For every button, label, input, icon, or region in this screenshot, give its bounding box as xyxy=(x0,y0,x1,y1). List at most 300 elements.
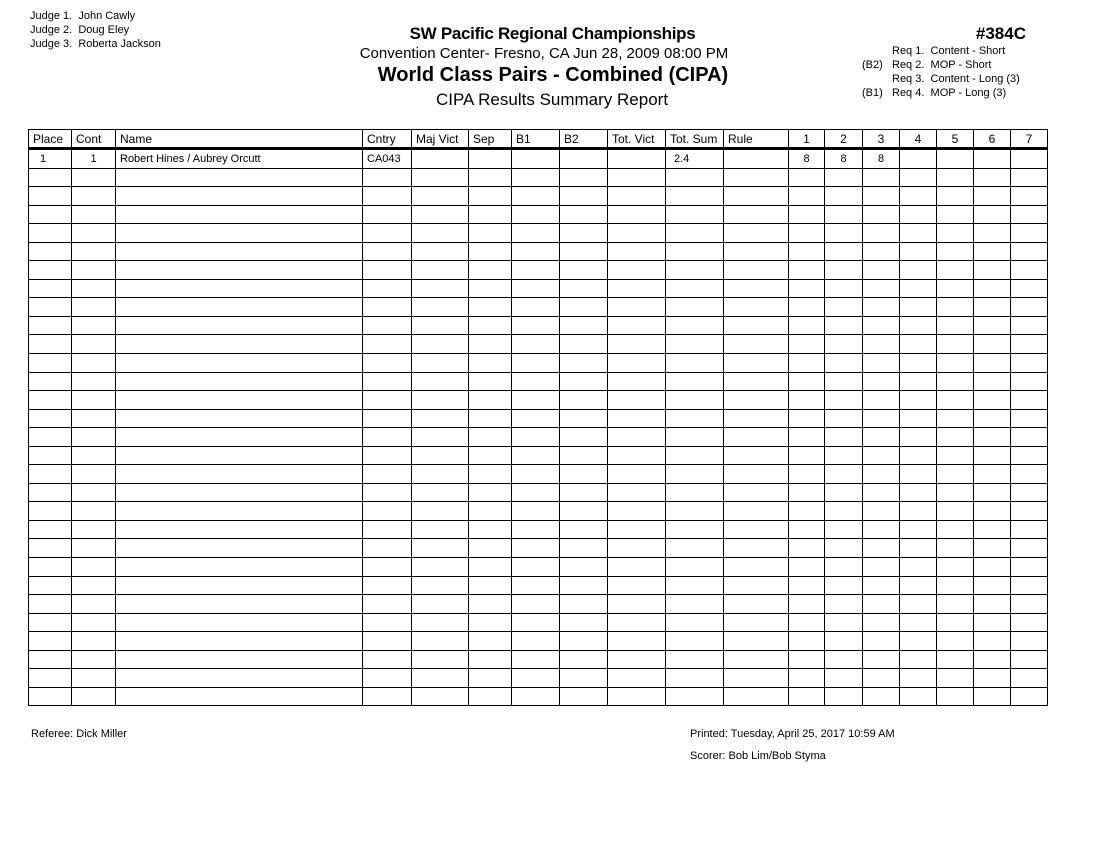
table-row-empty xyxy=(29,520,1048,539)
empty-cell xyxy=(72,372,116,391)
empty-cell xyxy=(974,502,1011,521)
empty-cell xyxy=(29,298,72,317)
empty-cell xyxy=(608,446,666,465)
empty-cell xyxy=(1011,316,1048,335)
empty-cell xyxy=(789,242,825,261)
empty-cell xyxy=(724,446,789,465)
table-row-empty xyxy=(29,187,1048,206)
empty-cell xyxy=(974,483,1011,502)
empty-cell xyxy=(789,372,825,391)
empty-cell xyxy=(863,465,900,484)
empty-cell xyxy=(116,650,363,669)
col-header-judge-1: 1 xyxy=(789,130,825,149)
table-row-empty xyxy=(29,242,1048,261)
cell-rule xyxy=(724,149,789,169)
empty-cell xyxy=(825,520,863,539)
col-header-judge-3: 3 xyxy=(863,130,900,149)
col-header-maj-vict: Maj Vict xyxy=(412,130,469,149)
empty-cell xyxy=(512,428,560,447)
empty-cell xyxy=(937,669,974,688)
judge-1: Judge 1. John Cawly xyxy=(30,10,136,22)
col-header-judge-2: 2 xyxy=(825,130,863,149)
empty-cell xyxy=(29,316,72,335)
empty-cell xyxy=(363,205,412,224)
empty-cell xyxy=(560,242,608,261)
empty-cell xyxy=(560,502,608,521)
empty-cell xyxy=(412,168,469,187)
empty-cell xyxy=(974,613,1011,632)
empty-cell xyxy=(469,205,512,224)
empty-cell xyxy=(116,372,363,391)
empty-cell xyxy=(937,261,974,280)
empty-cell xyxy=(512,242,560,261)
empty-cell xyxy=(72,261,116,280)
empty-cell xyxy=(363,539,412,558)
empty-cell xyxy=(116,632,363,651)
empty-cell xyxy=(863,558,900,577)
empty-cell xyxy=(560,539,608,558)
empty-cell xyxy=(608,483,666,502)
empty-cell xyxy=(412,279,469,298)
empty-cell xyxy=(666,613,724,632)
empty-cell xyxy=(666,576,724,595)
empty-cell xyxy=(666,242,724,261)
empty-cell xyxy=(825,391,863,410)
col-header-b1: B1 xyxy=(512,130,560,149)
empty-cell xyxy=(469,298,512,317)
requirement-3: Req 3. Content - Long (3) xyxy=(892,73,1020,85)
empty-cell xyxy=(363,409,412,428)
table-row-empty xyxy=(29,279,1048,298)
empty-cell xyxy=(363,168,412,187)
empty-cell xyxy=(825,168,863,187)
empty-cell xyxy=(974,298,1011,317)
empty-cell xyxy=(560,335,608,354)
empty-cell xyxy=(974,335,1011,354)
empty-cell xyxy=(608,205,666,224)
empty-cell xyxy=(1011,261,1048,280)
empty-cell xyxy=(560,483,608,502)
empty-cell xyxy=(789,613,825,632)
empty-cell xyxy=(825,539,863,558)
empty-cell xyxy=(412,224,469,243)
empty-cell xyxy=(363,354,412,373)
empty-cell xyxy=(29,465,72,484)
empty-cell xyxy=(789,335,825,354)
empty-cell xyxy=(666,354,724,373)
cell-cntry: CA043 xyxy=(363,149,412,169)
col-header-judge-6: 6 xyxy=(974,130,1011,149)
empty-cell xyxy=(469,168,512,187)
empty-cell xyxy=(974,428,1011,447)
empty-cell xyxy=(560,650,608,669)
empty-cell xyxy=(666,372,724,391)
empty-cell xyxy=(666,187,724,206)
col-header-sep: Sep xyxy=(469,130,512,149)
empty-cell xyxy=(825,409,863,428)
event-name: World Class Pairs - Combined (CIPA) xyxy=(377,64,729,86)
table-row-empty xyxy=(29,595,1048,614)
empty-cell xyxy=(469,242,512,261)
empty-cell xyxy=(1011,669,1048,688)
empty-cell xyxy=(512,520,560,539)
empty-cell xyxy=(72,279,116,298)
empty-cell xyxy=(666,502,724,521)
empty-cell xyxy=(363,520,412,539)
empty-cell xyxy=(29,483,72,502)
empty-cell xyxy=(937,298,974,317)
empty-cell xyxy=(560,576,608,595)
empty-cell xyxy=(724,354,789,373)
empty-cell xyxy=(789,205,825,224)
empty-cell xyxy=(512,187,560,206)
empty-cell xyxy=(666,650,724,669)
empty-cell xyxy=(608,669,666,688)
empty-cell xyxy=(666,261,724,280)
empty-cell xyxy=(789,687,825,706)
empty-cell xyxy=(974,558,1011,577)
empty-cell xyxy=(666,539,724,558)
empty-cell xyxy=(469,316,512,335)
empty-cell xyxy=(825,446,863,465)
col-header-rule: Rule xyxy=(724,130,789,149)
empty-cell xyxy=(608,316,666,335)
empty-cell xyxy=(974,224,1011,243)
col-header-place: Place xyxy=(29,130,72,149)
empty-cell xyxy=(825,502,863,521)
empty-cell xyxy=(789,558,825,577)
empty-cell xyxy=(863,428,900,447)
empty-cell xyxy=(863,669,900,688)
table-row-empty xyxy=(29,446,1048,465)
empty-cell xyxy=(666,205,724,224)
table-row-empty xyxy=(29,335,1048,354)
empty-cell xyxy=(789,316,825,335)
empty-cell xyxy=(825,316,863,335)
report-title: CIPA Results Summary Report xyxy=(435,90,669,109)
empty-cell xyxy=(116,205,363,224)
empty-cell xyxy=(825,632,863,651)
empty-cell xyxy=(560,372,608,391)
empty-cell xyxy=(363,335,412,354)
empty-cell xyxy=(1011,465,1048,484)
empty-cell xyxy=(863,502,900,521)
empty-cell xyxy=(512,279,560,298)
empty-cell xyxy=(900,576,937,595)
empty-cell xyxy=(789,632,825,651)
table-row xyxy=(29,149,1048,169)
empty-cell xyxy=(469,372,512,391)
empty-cell xyxy=(666,465,724,484)
empty-cell xyxy=(469,669,512,688)
empty-cell xyxy=(72,595,116,614)
empty-cell xyxy=(863,372,900,391)
empty-cell xyxy=(29,279,72,298)
empty-cell xyxy=(412,372,469,391)
empty-cell xyxy=(412,632,469,651)
empty-cell xyxy=(863,595,900,614)
empty-cell xyxy=(412,520,469,539)
referee: Referee: Dick Miller xyxy=(31,728,127,740)
cell-place: 1 xyxy=(29,149,72,169)
empty-cell xyxy=(512,632,560,651)
empty-cell xyxy=(608,242,666,261)
table-row-empty xyxy=(29,669,1048,688)
empty-cell xyxy=(1011,687,1048,706)
empty-cell xyxy=(363,613,412,632)
empty-cell xyxy=(937,465,974,484)
empty-cell xyxy=(29,354,72,373)
empty-cell xyxy=(789,669,825,688)
table-row-empty xyxy=(29,613,1048,632)
empty-cell xyxy=(974,595,1011,614)
empty-cell xyxy=(1011,632,1048,651)
requirement-4: (B1) Req 4. MOP - Long (3) xyxy=(862,87,1007,99)
empty-cell xyxy=(724,279,789,298)
empty-cell xyxy=(512,391,560,410)
empty-cell xyxy=(72,650,116,669)
empty-cell xyxy=(724,187,789,206)
empty-cell xyxy=(1011,372,1048,391)
empty-cell xyxy=(469,650,512,669)
empty-cell xyxy=(724,539,789,558)
empty-cell xyxy=(412,242,469,261)
empty-cell xyxy=(363,502,412,521)
empty-cell xyxy=(363,279,412,298)
empty-cell xyxy=(1011,520,1048,539)
scorer: Scorer: Bob Lim/Bob Styma xyxy=(690,750,826,762)
empty-cell xyxy=(72,632,116,651)
empty-cell xyxy=(724,520,789,539)
empty-cell xyxy=(900,595,937,614)
empty-cell xyxy=(363,595,412,614)
empty-cell xyxy=(666,558,724,577)
empty-cell xyxy=(412,316,469,335)
empty-cell xyxy=(937,242,974,261)
empty-cell xyxy=(363,242,412,261)
empty-cell xyxy=(863,298,900,317)
empty-cell xyxy=(900,391,937,410)
empty-cell xyxy=(900,279,937,298)
empty-cell xyxy=(789,502,825,521)
empty-cell xyxy=(363,687,412,706)
cell-judge-3: 8 xyxy=(863,149,900,169)
empty-cell xyxy=(900,558,937,577)
empty-cell xyxy=(900,483,937,502)
empty-cell xyxy=(666,316,724,335)
empty-cell xyxy=(789,520,825,539)
empty-cell xyxy=(469,483,512,502)
empty-cell xyxy=(412,354,469,373)
empty-cell xyxy=(469,502,512,521)
col-header-judge-7: 7 xyxy=(1011,130,1048,149)
empty-cell xyxy=(1011,502,1048,521)
empty-cell xyxy=(724,576,789,595)
empty-cell xyxy=(974,576,1011,595)
empty-cell xyxy=(412,669,469,688)
empty-cell xyxy=(72,391,116,410)
empty-cell xyxy=(72,483,116,502)
empty-cell xyxy=(863,650,900,669)
empty-cell xyxy=(789,409,825,428)
empty-cell xyxy=(863,613,900,632)
empty-cell xyxy=(29,205,72,224)
empty-cell xyxy=(72,354,116,373)
empty-cell xyxy=(469,558,512,577)
table-header-row xyxy=(29,130,1048,149)
empty-cell xyxy=(116,539,363,558)
empty-cell xyxy=(512,261,560,280)
empty-cell xyxy=(29,428,72,447)
col-header-tot-vict: Tot. Vict xyxy=(608,130,666,149)
empty-cell xyxy=(724,168,789,187)
empty-cell xyxy=(72,465,116,484)
empty-cell xyxy=(724,391,789,410)
empty-cell xyxy=(363,261,412,280)
empty-cell xyxy=(974,465,1011,484)
empty-cell xyxy=(825,613,863,632)
empty-cell xyxy=(560,558,608,577)
col-header-cont: Cont xyxy=(72,130,116,149)
empty-cell xyxy=(900,428,937,447)
empty-cell xyxy=(666,168,724,187)
empty-cell xyxy=(29,650,72,669)
empty-cell xyxy=(512,465,560,484)
empty-cell xyxy=(29,187,72,206)
empty-cell xyxy=(29,539,72,558)
table-row-empty xyxy=(29,372,1048,391)
empty-cell xyxy=(724,261,789,280)
empty-cell xyxy=(900,669,937,688)
table-row-empty xyxy=(29,483,1048,502)
empty-cell xyxy=(825,261,863,280)
empty-cell xyxy=(789,446,825,465)
empty-cell xyxy=(560,632,608,651)
empty-cell xyxy=(29,558,72,577)
empty-cell xyxy=(608,335,666,354)
empty-cell xyxy=(412,205,469,224)
table-row-empty xyxy=(29,650,1048,669)
empty-cell xyxy=(863,391,900,410)
empty-cell xyxy=(666,669,724,688)
empty-cell xyxy=(116,558,363,577)
empty-cell xyxy=(412,595,469,614)
empty-cell xyxy=(724,224,789,243)
empty-cell xyxy=(724,669,789,688)
table-row-empty xyxy=(29,687,1048,706)
empty-cell xyxy=(937,502,974,521)
table-row-empty xyxy=(29,502,1048,521)
empty-cell xyxy=(29,687,72,706)
empty-cell xyxy=(1011,483,1048,502)
empty-cell xyxy=(608,372,666,391)
empty-cell xyxy=(863,446,900,465)
empty-cell xyxy=(825,205,863,224)
cell-judge-6 xyxy=(974,149,1011,169)
empty-cell xyxy=(512,595,560,614)
empty-cell xyxy=(560,595,608,614)
empty-cell xyxy=(1011,558,1048,577)
empty-cell xyxy=(608,520,666,539)
empty-cell xyxy=(116,687,363,706)
empty-cell xyxy=(863,520,900,539)
empty-cell xyxy=(666,335,724,354)
empty-cell xyxy=(825,576,863,595)
empty-cell xyxy=(825,465,863,484)
empty-cell xyxy=(1011,539,1048,558)
empty-cell xyxy=(825,354,863,373)
empty-cell xyxy=(789,650,825,669)
empty-cell xyxy=(560,687,608,706)
cell-cont: 1 xyxy=(72,149,116,169)
empty-cell xyxy=(900,409,937,428)
empty-cell xyxy=(724,483,789,502)
empty-cell xyxy=(560,316,608,335)
empty-cell xyxy=(363,316,412,335)
empty-cell xyxy=(825,372,863,391)
empty-cell xyxy=(900,687,937,706)
empty-cell xyxy=(560,168,608,187)
empty-cell xyxy=(900,613,937,632)
empty-cell xyxy=(412,409,469,428)
empty-cell xyxy=(72,687,116,706)
empty-cell xyxy=(974,650,1011,669)
empty-cell xyxy=(412,502,469,521)
empty-cell xyxy=(560,261,608,280)
empty-cell xyxy=(789,187,825,206)
table-row-empty xyxy=(29,224,1048,243)
empty-cell xyxy=(412,187,469,206)
empty-cell xyxy=(825,224,863,243)
empty-cell xyxy=(363,632,412,651)
empty-cell xyxy=(608,391,666,410)
empty-cell xyxy=(116,261,363,280)
empty-cell xyxy=(724,335,789,354)
empty-cell xyxy=(789,261,825,280)
empty-cell xyxy=(1011,354,1048,373)
empty-cell xyxy=(1011,279,1048,298)
empty-cell xyxy=(512,687,560,706)
col-header-judge-5: 5 xyxy=(937,130,974,149)
col-header-b2: B2 xyxy=(560,130,608,149)
empty-cell xyxy=(363,446,412,465)
table-row-empty xyxy=(29,558,1048,577)
empty-cell xyxy=(560,205,608,224)
empty-cell xyxy=(72,187,116,206)
empty-cell xyxy=(116,446,363,465)
empty-cell xyxy=(666,391,724,410)
empty-cell xyxy=(1011,391,1048,410)
col-header-name: Name xyxy=(116,130,363,149)
empty-cell xyxy=(1011,335,1048,354)
empty-cell xyxy=(512,446,560,465)
empty-cell xyxy=(412,650,469,669)
empty-cell xyxy=(469,520,512,539)
empty-cell xyxy=(116,391,363,410)
empty-cell xyxy=(825,483,863,502)
table-row-empty xyxy=(29,576,1048,595)
empty-cell xyxy=(512,354,560,373)
empty-cell xyxy=(608,298,666,317)
empty-cell xyxy=(666,446,724,465)
empty-cell xyxy=(512,558,560,577)
empty-cell xyxy=(825,558,863,577)
empty-cell xyxy=(900,539,937,558)
empty-cell xyxy=(29,669,72,688)
empty-cell xyxy=(937,539,974,558)
empty-cell xyxy=(666,279,724,298)
empty-cell xyxy=(789,279,825,298)
